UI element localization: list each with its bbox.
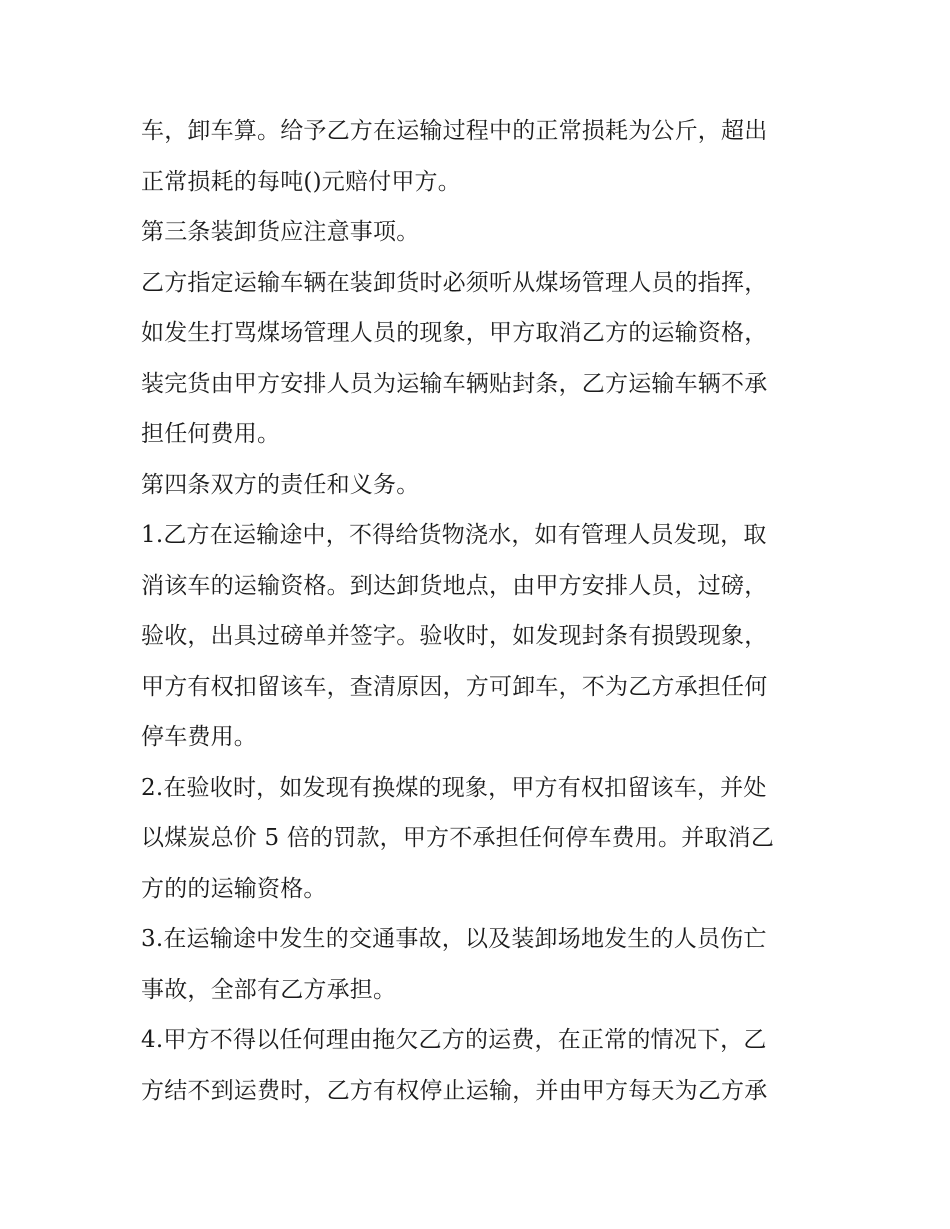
text-line-1: 车，卸车算。给予乙方在运输过程中的正常损耗为公斤，超出 bbox=[141, 118, 768, 144]
text-line-17: 3.在运输途中发生的交通事故，以及装卸场地发生的人员伤亡 bbox=[141, 926, 767, 952]
text-line-9: 1.乙方在运输途中，不得给货物浇水，如有管理人员发现，取 bbox=[141, 522, 767, 548]
text-line-13: 停车费用。 bbox=[141, 724, 257, 750]
text-line-6: 装完货由甲方安排人员为运输车辆贴封条，乙方运输车辆不承 bbox=[141, 371, 768, 397]
text-line-20: 方结不到运费时，乙方有权停止运输，并由甲方每天为乙方承 bbox=[141, 1078, 768, 1104]
text-line-14: 2.在验收时，如发现有换煤的现象，甲方有权扣留该车，并处 bbox=[141, 775, 767, 801]
text-line-12: 甲方有权扣留该车，查清原因，方可卸车，不为乙方承担任何 bbox=[141, 674, 768, 700]
text-line-18: 事故，全部有乙方承担。 bbox=[141, 977, 397, 1003]
text-line-2: 正常损耗的每吨()元赔付甲方。 bbox=[141, 169, 461, 195]
text-line-5: 如发生打骂煤场管理人员的现象，甲方取消乙方的运输资格， bbox=[141, 320, 768, 346]
text-line-4: 乙方指定运输车辆在装卸货时必须听从煤场管理人员的指挥， bbox=[141, 270, 768, 296]
text-line-16: 方的的运输资格。 bbox=[141, 876, 327, 902]
text-line-10: 消该车的运输资格。到达卸货地点，由甲方安排人员，过磅， bbox=[141, 573, 768, 599]
section-heading-4: 第四条双方的责任和义务。 bbox=[141, 472, 420, 498]
text-line-19: 4.甲方不得以任何理由拖欠乙方的运费，在正常的情况下，乙 bbox=[141, 1027, 767, 1053]
text-line-15: 以煤炭总价 5 倍的罚款，甲方不承担任何停车费用。并取消乙 bbox=[141, 825, 775, 851]
text-line-7: 担任何费用。 bbox=[141, 421, 281, 447]
section-heading-3: 第三条装卸货应注意事项。 bbox=[141, 219, 420, 245]
text-line-11: 验收，出具过磅单并签字。验收时，如发现封条有损毁现象， bbox=[141, 623, 768, 649]
